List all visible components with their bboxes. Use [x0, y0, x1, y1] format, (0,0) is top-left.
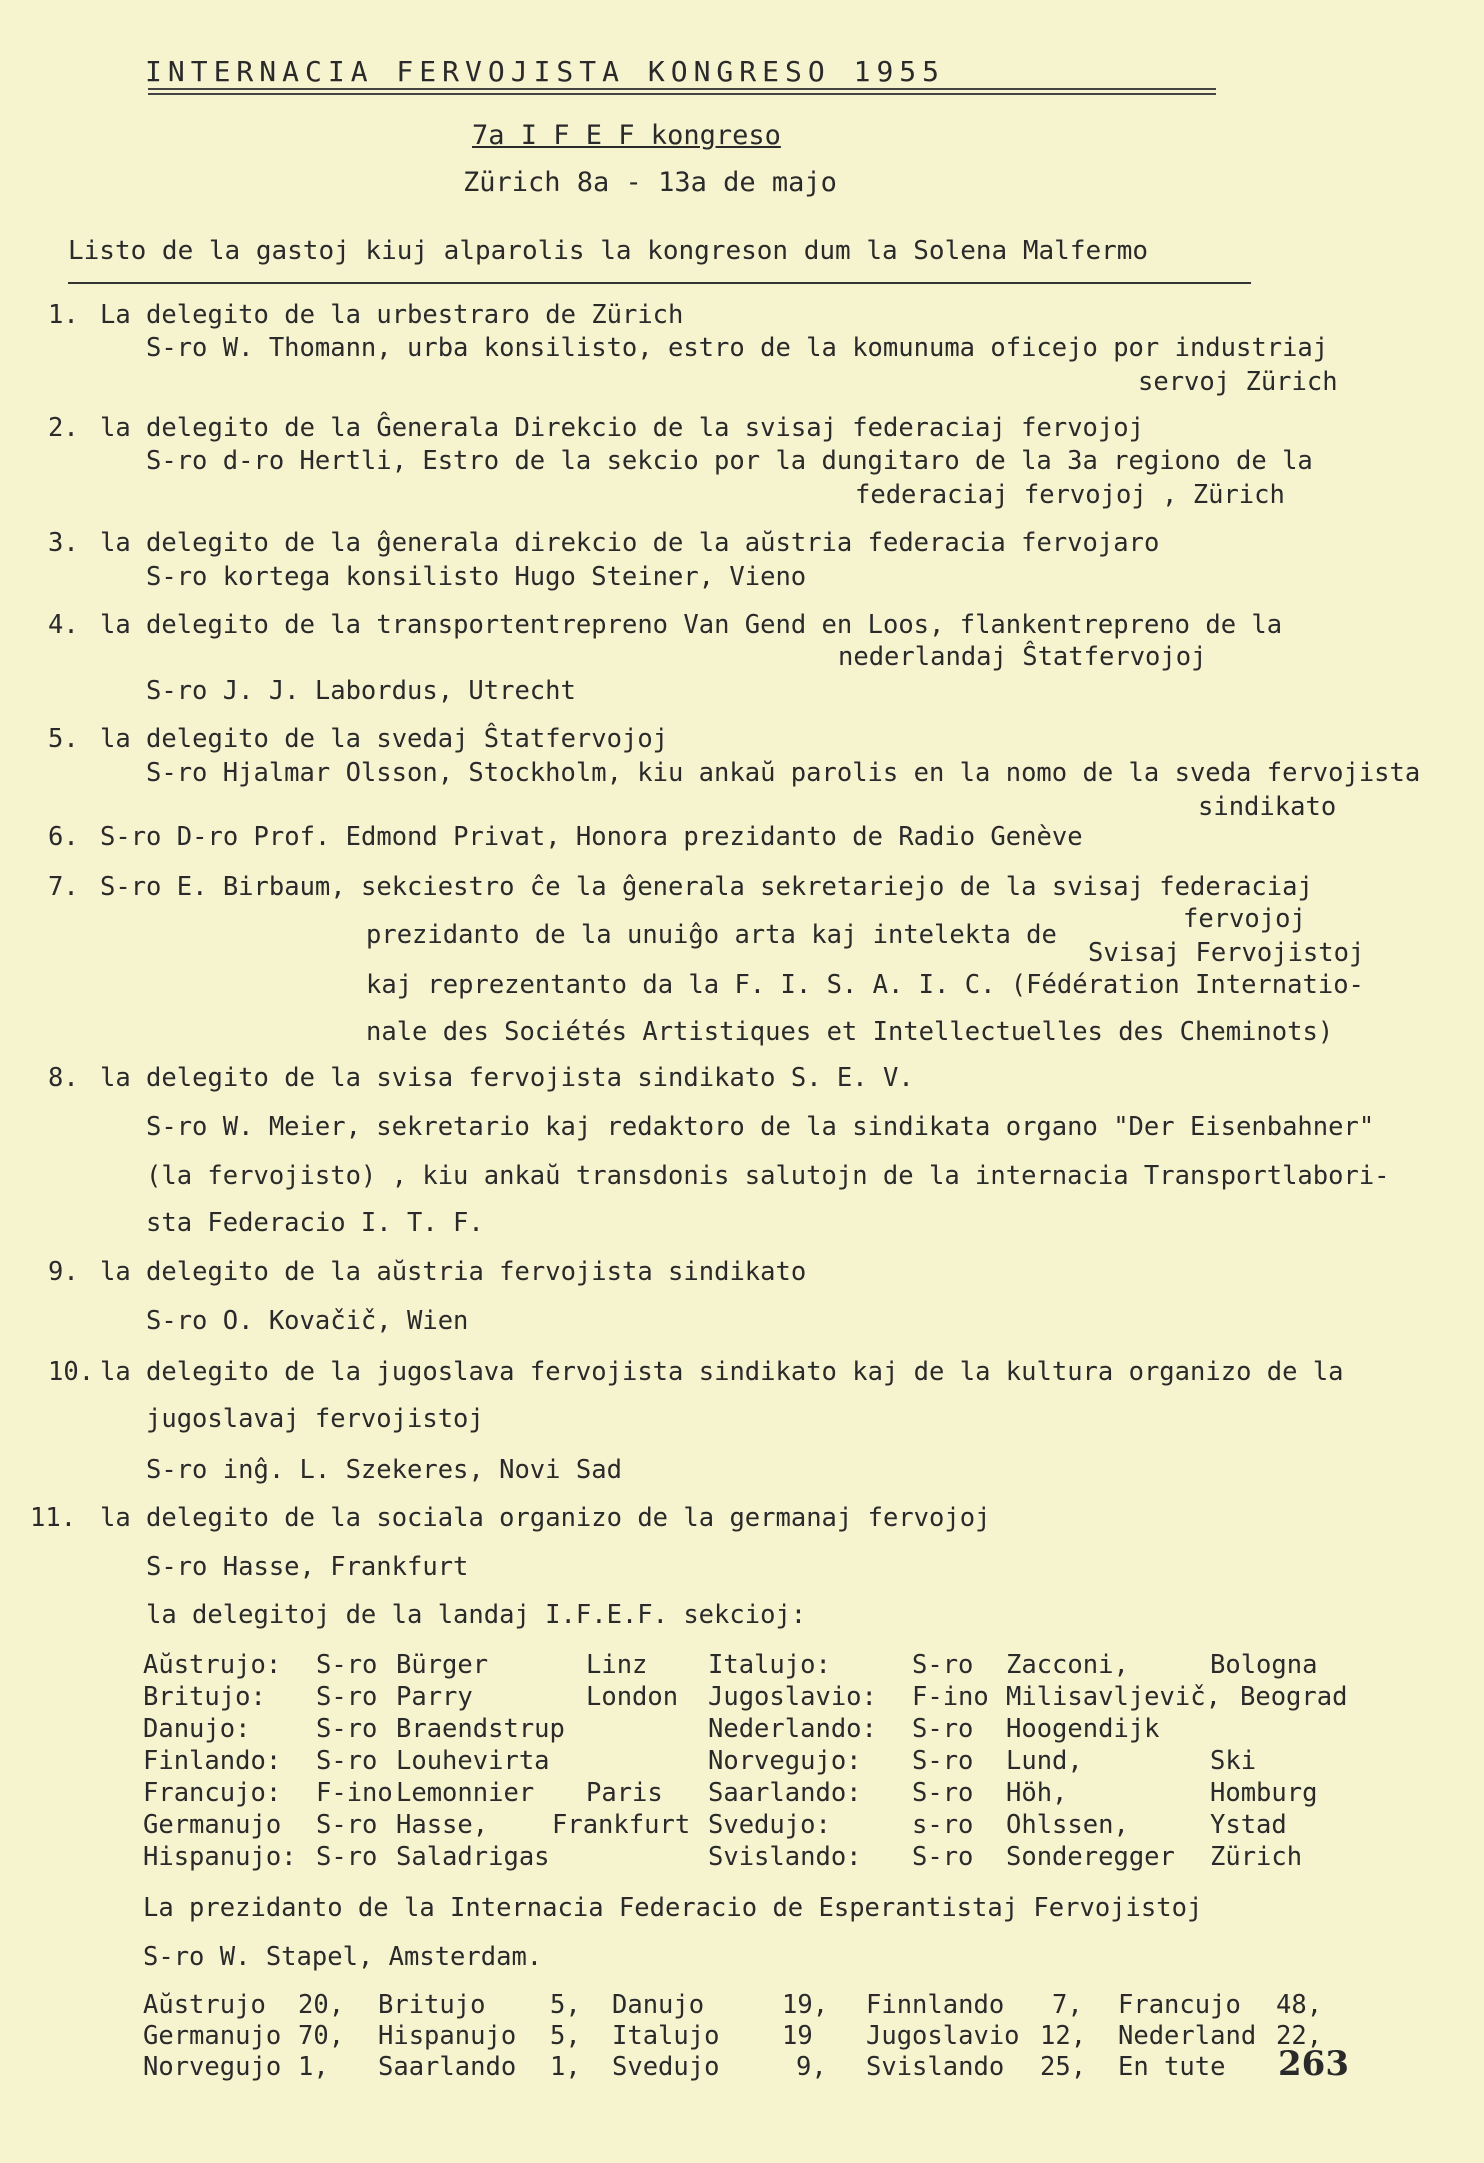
section-city: Linz	[586, 1650, 648, 1680]
item-line: prezidanto de la unuiĝo arta kaj intelekta de	[366, 920, 1057, 950]
place-and-date: Zürich 8a - 13a de majo	[463, 167, 837, 198]
section-country: Francujo:	[143, 1778, 282, 1808]
item-line: nale des Sociétés Artistiques et Intellectuelles des Cheminots)	[366, 1017, 1334, 1047]
section-country: Hispanujo:	[143, 1842, 297, 1872]
section-city: Zürich	[1210, 1842, 1303, 1872]
president-name: S-ro W. Stapel, Amsterdam.	[143, 1942, 543, 1972]
count-number: 48,	[1276, 1990, 1323, 2020]
double-rule-divider	[148, 88, 1216, 95]
item-number: 2.	[48, 413, 79, 443]
section-country: Danujo:	[143, 1714, 251, 1744]
document-title: INTERNACIA FERVOJISTA KONGRESO 1955	[145, 55, 946, 88]
section-country: Aŭstrujo:	[143, 1650, 282, 1680]
item-line: (la fervojisto) , kiu ankaŭ transdonis salutojn de la internacia Transportlabori-	[146, 1161, 1390, 1191]
item-number: 1.	[48, 300, 79, 330]
item-line: S-ro inĝ. L. Szekeres, Novi Sad	[146, 1455, 622, 1485]
item-number: 10.	[48, 1357, 95, 1387]
section-name: Braendstrup	[396, 1714, 565, 1744]
item-line: servoj Zürich	[1138, 367, 1338, 397]
count-country: Nederland	[1118, 2021, 1257, 2051]
section-name: Louhevirta	[396, 1746, 550, 1776]
item-line: la delegito de la sociala organizo de la germanaj fervojoj	[100, 1503, 991, 1533]
section-title: S-ro	[912, 1714, 974, 1744]
section-title: S-ro	[316, 1682, 378, 1712]
item-line: la delegito de la transportentrepreno Van Gend en Loos, flankentrepreno de la	[100, 610, 1283, 640]
item-line: la delegito de la jugoslava fervojista sindikato kaj de la kultura organizo de la	[100, 1357, 1344, 1387]
section-city: London	[586, 1682, 679, 1712]
count-number: 70,	[298, 2021, 345, 2051]
section-title: S-ro	[316, 1714, 378, 1744]
count-country: Saarlando	[378, 2052, 517, 2082]
count-number: 20,	[298, 1990, 345, 2020]
count-country: Svislando	[866, 2052, 1005, 2082]
section-name: Hasse,	[396, 1810, 489, 1840]
section-title: S-ro	[316, 1842, 378, 1872]
item-line: S-ro W. Meier, sekretario kaj redaktoro de la sindikata organo "Der Eisenbahner"	[146, 1112, 1375, 1142]
count-country: Svedujo	[612, 2052, 720, 2082]
count-number: 1,	[298, 2052, 329, 2082]
section-country: Svislando:	[708, 1842, 862, 1872]
section-name: Sonderegger	[1006, 1842, 1175, 1872]
count-country: En tute	[1118, 2052, 1226, 2082]
item-line: kaj reprezentanto da la F. I. S. A. I. C. (Fédération Internatio-	[366, 970, 1364, 1000]
section-city: Ski	[1210, 1746, 1257, 1776]
intro-line: Listo de la gastoj kiuj alparolis la kongreson dum la Solena Malfermo	[68, 236, 1149, 266]
section-name: Bürger	[396, 1650, 489, 1680]
count-number: 19,	[782, 1990, 829, 2020]
count-country: Aŭstrujo	[143, 1990, 266, 2020]
section-country: Svedujo:	[708, 1810, 831, 1840]
item-number: 7.	[48, 872, 79, 902]
section-title: S-ro	[912, 1778, 974, 1808]
item-line: S-ro Hjalmar Olsson, Stockholm, kiu ankaŭ parolis en la nomo de la sveda fervojista	[146, 758, 1421, 788]
item-line: la delegito de la svedaj Ŝtatfervojoj	[100, 724, 669, 754]
count-country: Hispanujo	[378, 2021, 517, 2051]
section-name: Ohlssen,	[1006, 1810, 1129, 1840]
count-number: 7,	[1052, 1990, 1083, 2020]
section-city: Beograd	[1240, 1682, 1348, 1712]
section-title: S-ro	[912, 1650, 974, 1680]
item-line: federaciaj fervojoj , Zürich	[855, 480, 1285, 510]
section-name: Milisavljevič,	[1006, 1682, 1221, 1712]
count-number: 1,	[550, 2052, 581, 2082]
item-line: jugoslavaj fervojistoj	[146, 1404, 484, 1434]
count-country: Jugoslavio	[866, 2021, 1020, 2051]
section-country: Finlando:	[143, 1746, 282, 1776]
item-line: la delegito de la Ĝenerala Direkcio de la svisaj federaciaj fervojoj	[100, 413, 1144, 443]
section-name: Hoogendijk	[1006, 1714, 1160, 1744]
section-name: Höh,	[1006, 1778, 1068, 1808]
item-number: 8.	[48, 1063, 79, 1093]
count-country: Francujo	[1118, 1990, 1241, 2020]
section-name: Lund,	[1006, 1746, 1083, 1776]
item-line: S-ro kortega konsilisto Hugo Steiner, Vieno	[146, 562, 807, 592]
section-city: Homburg	[1210, 1778, 1318, 1808]
item-line: fervojoj	[1183, 904, 1306, 934]
item-line: S-ro d-ro Hertli, Estro de la sekcio por la dungitaro de la 3a regiono de la	[146, 446, 1313, 476]
count-number: 9,	[796, 2052, 827, 2082]
section-title: S-ro	[316, 1746, 378, 1776]
item-line: S-ro Hasse, Frankfurt	[146, 1552, 469, 1582]
section-country: Italujo:	[708, 1650, 831, 1680]
item-line: Svisaj Fervojistoj	[1088, 938, 1365, 968]
count-number: 22,	[1276, 2021, 1323, 2051]
section-title: S-ro	[912, 1842, 974, 1872]
item-line: sta Federacio I. T. F.	[146, 1208, 484, 1238]
section-title: F-ino	[316, 1778, 393, 1808]
count-country: Britujo	[378, 1990, 486, 2020]
president-label: La prezidanto de la Internacia Federacio de Esperantistaj Fervojistoj	[143, 1893, 1203, 1923]
section-country: Britujo:	[143, 1682, 266, 1712]
section-title: s-ro	[912, 1810, 974, 1840]
item-number: 5.	[48, 724, 79, 754]
section-name: Parry	[396, 1682, 473, 1712]
count-country: Italujo	[612, 2021, 720, 2051]
count-number: 25,	[1040, 2052, 1087, 2082]
section-city: Frankfurt	[552, 1810, 691, 1840]
section-country: Nederlando:	[708, 1714, 877, 1744]
section-city: Paris	[586, 1778, 663, 1808]
intro-underline	[68, 282, 1251, 284]
item-line: S-ro W. Thomann, urba konsilisto, estro de la komunuma oficejo por industriaj	[146, 333, 1329, 363]
count-country: Danujo	[612, 1990, 705, 2020]
item-number: 9.	[48, 1257, 79, 1287]
section-title: S-ro	[316, 1650, 378, 1680]
item-line: la delegitoj de la landaj I.F.E.F. sekcioj:	[146, 1600, 807, 1630]
section-name: Zacconi,	[1006, 1650, 1129, 1680]
item-line: La delegito de la urbestraro de Zürich	[100, 300, 684, 330]
item-line: S-ro O. Kovačič, Wien	[146, 1306, 469, 1336]
section-name: Saladrigas	[396, 1842, 550, 1872]
count-number: 5,	[550, 1990, 581, 2020]
count-country: Finnlando	[866, 1990, 1005, 2020]
item-number: 6.	[48, 822, 79, 852]
section-name: Lemonnier	[396, 1778, 535, 1808]
page-number: 263	[1278, 2044, 1349, 2084]
count-number: 12,	[1040, 2021, 1087, 2051]
item-line: S-ro E. Birbaum, sekciestro ĉe la ĝenerala sekretariejo de la svisaj federaciaj	[100, 872, 1313, 902]
section-city: Ystad	[1210, 1810, 1287, 1840]
section-country: Jugoslavio:	[708, 1682, 877, 1712]
section-country: Norvegujo:	[708, 1746, 862, 1776]
count-number: 5,	[550, 2021, 581, 2051]
section-country: Saarlando:	[708, 1778, 862, 1808]
item-number: 3.	[48, 528, 79, 558]
item-line: S-ro J. J. Labordus, Utrecht	[146, 676, 576, 706]
item-number: 11.	[30, 1503, 77, 1533]
item-line: la delegito de la ĝenerala direkcio de la aŭstria federacia fervojaro	[100, 528, 1160, 558]
item-line: la delegito de la svisa fervojista sindikato S. E. V.	[100, 1063, 914, 1093]
item-line: nederlandaj Ŝtatfervojoj	[838, 642, 1207, 672]
section-title: S-ro	[316, 1810, 378, 1840]
item-number: 4.	[48, 610, 79, 640]
item-line: S-ro D-ro Prof. Edmond Privat, Honora prezidanto de Radio Genève	[100, 822, 1083, 852]
item-line: sindikato	[1198, 792, 1337, 822]
item-line: la delegito de la aŭstria fervojista sindikato	[100, 1257, 807, 1287]
section-country: Germanujo	[143, 1810, 282, 1840]
count-number: 19	[782, 2021, 813, 2051]
section-city: Bologna	[1210, 1650, 1318, 1680]
count-country: Germanujo	[143, 2021, 282, 2051]
section-title: S-ro	[912, 1746, 974, 1776]
congress-subtitle: 7a I F E F kongreso	[472, 120, 781, 151]
count-country: Norvegujo	[143, 2052, 282, 2082]
section-title: F-ino	[912, 1682, 989, 1712]
